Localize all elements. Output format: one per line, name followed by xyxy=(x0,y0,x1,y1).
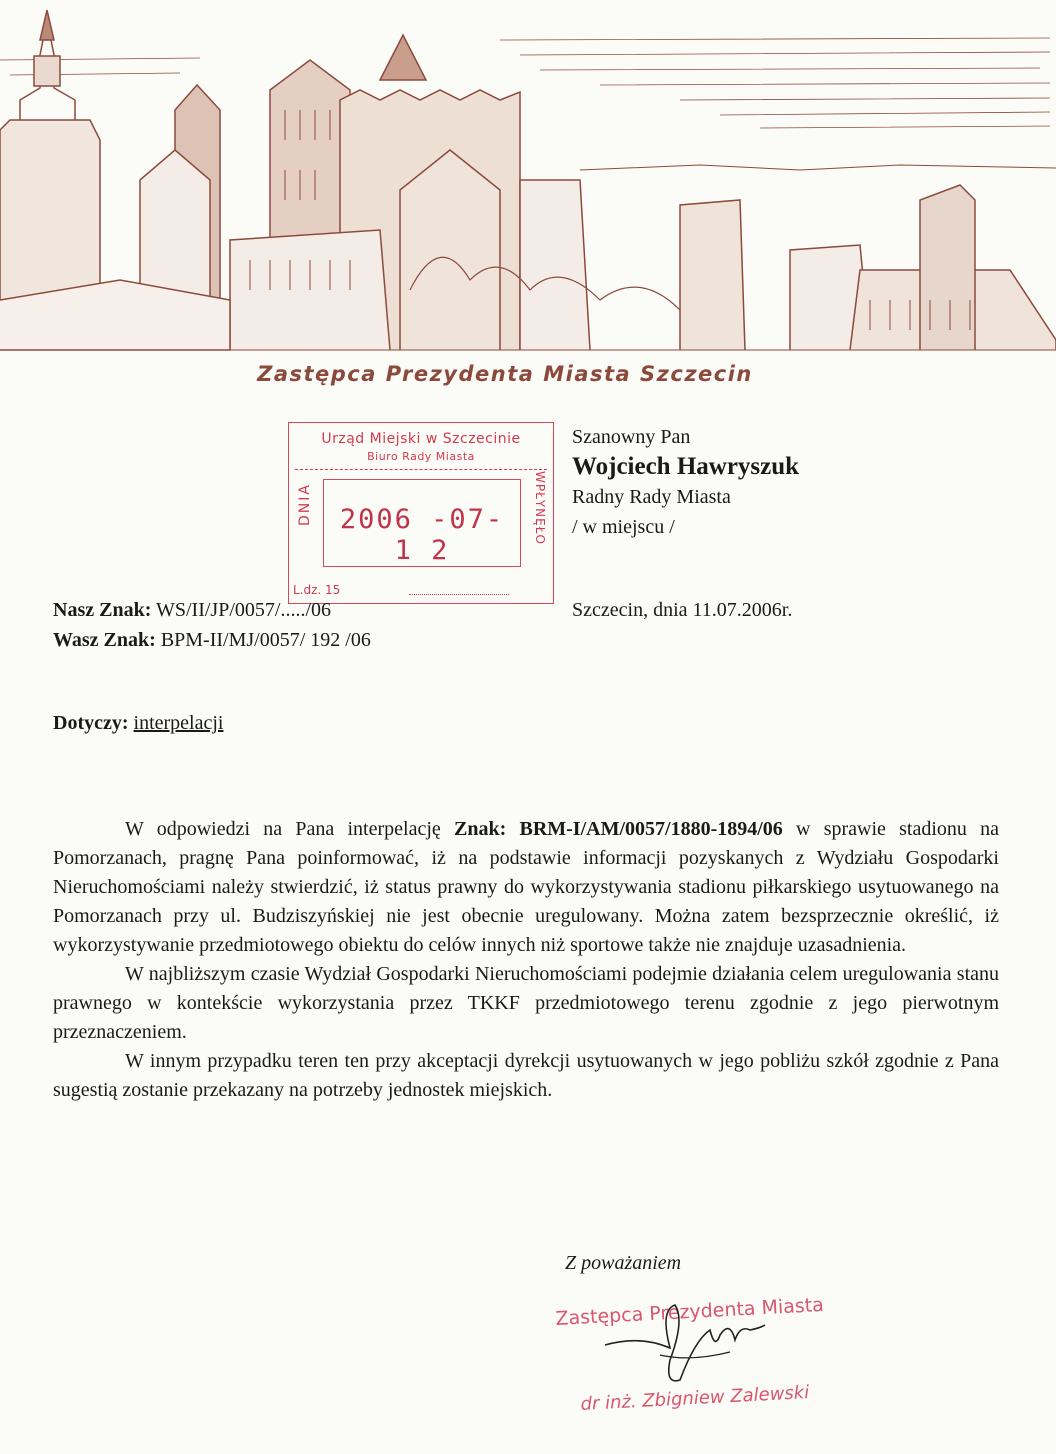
signer-title-stamp: Zastępca Prezydenta Miasta xyxy=(555,1293,825,1330)
addressee-block xyxy=(572,422,799,542)
addressee-role: Radny Rady Miasta xyxy=(572,486,731,508)
stamp-office: Urząd Miejski w Szczecinie xyxy=(321,431,521,447)
subject-line xyxy=(53,712,223,735)
addressee-name: Wojciech Hawryszuk xyxy=(572,453,800,480)
office-title: Zastępca Prezydenta Miasta Szczecin xyxy=(257,362,753,386)
stamp-received-label: WPŁYNĘŁO xyxy=(533,471,547,545)
place-date: Szczecin, dnia 11.07.2006r. xyxy=(572,599,793,621)
your-reference-label: Wasz Znak: xyxy=(53,629,156,651)
interpellation-reference: Znak: BRM-I/AM/0057/1880-1894/06 xyxy=(454,818,783,840)
your-reference-value: BPM-II/MJ/0057/ 192 /06 xyxy=(160,629,371,651)
paragraph-1 xyxy=(53,815,999,960)
your-reference xyxy=(53,625,371,655)
paragraph-1-rest: w sprawie stadionu na Pomorzanach, pragnę Pana poinformować, iż na podstawie informacji pozyskanych z Wydziału Gospodarki Nieruchomościami należy stwierdzić, iż status prawny do wykorzystywania stadionu piłkarskiego usytuowanego na Pomorzanach przy ul. Budziszyńskiej nie jest obecnie uregulowany. Można zatem bezsprzecznie określić, iż wykorzystywanie przedmiotowego obiektu do celów innych niż sportowe także nie znajduje uzasadnienia. xyxy=(53,818,1000,956)
received-stamp xyxy=(288,422,554,604)
city-skyline-illustration xyxy=(0,0,1056,355)
stamp-department: Biuro Rady Miasta xyxy=(367,450,475,463)
letter-body xyxy=(53,815,999,1105)
stamp-dotted-line xyxy=(409,594,509,595)
addressee-location: / w miejscu / xyxy=(572,516,675,538)
reference-block xyxy=(53,595,371,655)
stamp-number: L.dz. 15 xyxy=(293,583,341,597)
paragraph-3: W innym przypadku teren ten przy akceptacji dyrekcji usytuowanych w jego pobliżu szkół zgodnie z Pana sugestią zostanie przekazany na potrzeby jednostek miejskich. xyxy=(53,1050,999,1101)
stamp-date: 2006 -07- 1 2 xyxy=(339,504,505,566)
our-reference-value: WS/II/JP/0057/...../06 xyxy=(156,599,332,621)
subject-label: Dotyczy: xyxy=(53,712,129,734)
subject-value: interpelacji xyxy=(133,712,224,734)
stamp-divider xyxy=(295,469,547,470)
salutation: Szanowny Pan xyxy=(572,426,691,448)
stamp-day-label: DNIA xyxy=(297,483,313,526)
closing-regards: Z poważaniem xyxy=(565,1252,682,1274)
paragraph-2: W najbliższym czasie Wydział Gospodarki Nieruchomościami podejmie działania celem uregulowania stanu prawnego w kontekście wykorzystania przez TKKF przedmiotowego terenu zgodnie z jego pierwotnym przeznaczeniem. xyxy=(53,963,999,1043)
paragraph-1-lead: W odpowiedzi na Pana interpelację xyxy=(125,818,454,840)
our-reference xyxy=(53,595,371,625)
signer-name-stamp: dr inż. Zbigniew Zalewski xyxy=(580,1382,810,1415)
our-reference-label: Nasz Znak: xyxy=(53,599,152,621)
stamp-date-box xyxy=(323,479,521,567)
